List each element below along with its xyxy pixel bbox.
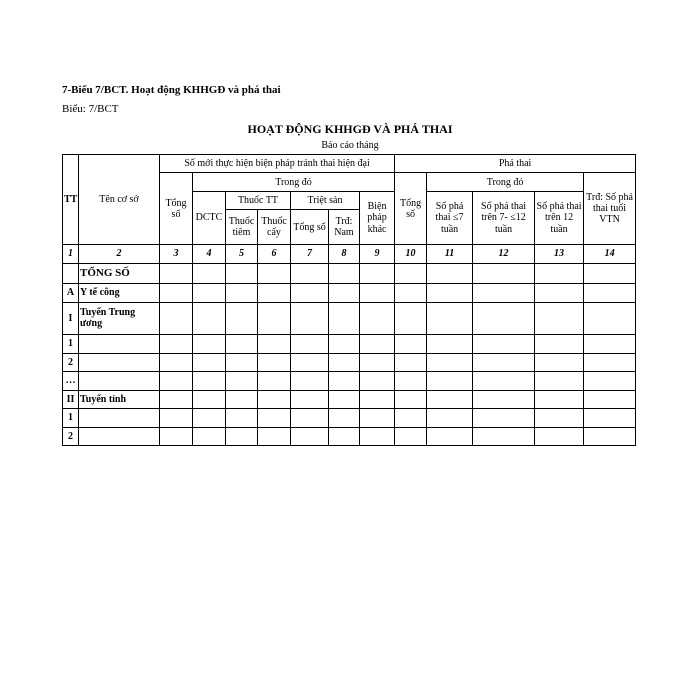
row-cell bbox=[329, 284, 360, 302]
report-table bbox=[62, 154, 636, 446]
header-tt: TT bbox=[63, 155, 79, 245]
row-cell bbox=[395, 353, 427, 371]
row-cell bbox=[584, 302, 636, 335]
row-cell bbox=[473, 335, 535, 353]
header-abortion-group: Phá thai bbox=[395, 155, 636, 173]
column-number: 2 bbox=[79, 245, 160, 263]
row-cell bbox=[535, 409, 584, 427]
row-cell bbox=[160, 409, 193, 427]
row-cell bbox=[329, 427, 360, 446]
row-cell bbox=[258, 302, 291, 335]
column-number: 4 bbox=[193, 245, 226, 263]
row-cell bbox=[473, 372, 535, 390]
header-abortion-gt12: Số phá thai trên 12 tuần bbox=[535, 191, 584, 244]
row-cell bbox=[226, 409, 258, 427]
row-cell bbox=[395, 284, 427, 302]
row-cell bbox=[360, 427, 395, 446]
row-cell bbox=[329, 372, 360, 390]
header-abortion-youth: Trđ: Số phá thai tuổi VTN bbox=[584, 173, 636, 245]
row-cell bbox=[226, 302, 258, 335]
row-cell bbox=[395, 390, 427, 408]
header-abortion-7-12: Số phá thai trên 7- ≤12 tuần bbox=[473, 191, 535, 244]
row-tt: 2 bbox=[63, 427, 79, 446]
header-implant: Thuốc cấy bbox=[258, 210, 291, 245]
row-cell bbox=[427, 390, 473, 408]
table-row bbox=[63, 409, 636, 427]
header-contraception-total: Tổng số bbox=[160, 173, 193, 245]
row-cell bbox=[291, 372, 329, 390]
column-number: 5 bbox=[226, 245, 258, 263]
row-cell bbox=[193, 372, 226, 390]
row-facility-name: Tuyến Trung ương bbox=[79, 302, 160, 335]
row-cell bbox=[329, 335, 360, 353]
column-number: 6 bbox=[258, 245, 291, 263]
row-cell bbox=[473, 302, 535, 335]
header-injection: Thuốc tiêm bbox=[226, 210, 258, 245]
row-cell bbox=[258, 284, 291, 302]
row-cell bbox=[535, 427, 584, 446]
row-cell bbox=[360, 353, 395, 371]
table-row bbox=[63, 372, 636, 390]
header-abortion-le7: Số phá thai ≤7 tuần bbox=[427, 191, 473, 244]
row-facility-name: Tuyến tỉnh bbox=[79, 390, 160, 408]
row-cell bbox=[535, 335, 584, 353]
row-cell bbox=[291, 427, 329, 446]
row-cell bbox=[535, 263, 584, 283]
row-cell bbox=[584, 390, 636, 408]
row-cell bbox=[226, 353, 258, 371]
row-cell bbox=[535, 372, 584, 390]
row-cell bbox=[291, 353, 329, 371]
header-contraception-group: Số mới thực hiện biện pháp tránh thai hiện đại bbox=[160, 155, 395, 173]
row-facility-name bbox=[79, 353, 160, 371]
row-cell bbox=[160, 390, 193, 408]
row-cell bbox=[193, 284, 226, 302]
row-facility-name: TỔNG SỐ bbox=[79, 263, 160, 283]
row-cell bbox=[535, 353, 584, 371]
header-sterilization: Triệt sản bbox=[291, 191, 360, 209]
row-tt: I bbox=[63, 302, 79, 335]
row-facility-name bbox=[79, 335, 160, 353]
row-cell bbox=[160, 284, 193, 302]
row-cell bbox=[329, 409, 360, 427]
column-number: 11 bbox=[427, 245, 473, 263]
table-row bbox=[63, 284, 636, 302]
row-cell bbox=[473, 263, 535, 283]
row-cell bbox=[360, 263, 395, 283]
row-cell bbox=[226, 263, 258, 283]
row-facility-name bbox=[79, 372, 160, 390]
header-sterilization-total: Tổng số bbox=[291, 210, 329, 245]
row-cell bbox=[291, 263, 329, 283]
row-cell bbox=[291, 335, 329, 353]
row-cell bbox=[427, 353, 473, 371]
row-cell bbox=[291, 390, 329, 408]
row-cell bbox=[258, 372, 291, 390]
row-cell bbox=[395, 409, 427, 427]
header-abortion-total: Tổng số bbox=[395, 173, 427, 245]
row-cell bbox=[584, 284, 636, 302]
row-cell bbox=[193, 390, 226, 408]
row-cell bbox=[258, 335, 291, 353]
row-cell bbox=[427, 263, 473, 283]
header-contraception-in-which: Trong đó bbox=[193, 173, 395, 191]
row-cell bbox=[160, 353, 193, 371]
row-cell bbox=[291, 409, 329, 427]
row-cell bbox=[395, 427, 427, 446]
row-cell bbox=[427, 284, 473, 302]
row-tt: … bbox=[63, 372, 79, 390]
row-cell bbox=[395, 372, 427, 390]
row-cell bbox=[226, 390, 258, 408]
row-cell bbox=[584, 372, 636, 390]
header-other-methods: Biện pháp khác bbox=[360, 191, 395, 244]
row-cell bbox=[160, 372, 193, 390]
row-cell bbox=[473, 427, 535, 446]
row-cell bbox=[584, 353, 636, 371]
row-facility-name bbox=[79, 409, 160, 427]
report-subtitle: Báo cáo tháng bbox=[321, 140, 379, 151]
row-cell bbox=[226, 284, 258, 302]
row-cell bbox=[226, 372, 258, 390]
row-cell bbox=[584, 263, 636, 283]
row-cell bbox=[360, 390, 395, 408]
row-cell bbox=[395, 302, 427, 335]
column-number: 8 bbox=[329, 245, 360, 263]
section-heading: 7-Biểu 7/BCT. Hoạt động KHHGĐ và phá thai bbox=[62, 84, 281, 96]
table-row bbox=[63, 390, 636, 408]
table-row bbox=[63, 335, 636, 353]
column-number-row bbox=[63, 245, 636, 263]
row-cell bbox=[193, 263, 226, 283]
column-number: 3 bbox=[160, 245, 193, 263]
header-contraceptive-pills: Thuốc TT bbox=[226, 191, 291, 209]
table-row bbox=[63, 353, 636, 371]
row-facility-name: Y tế công bbox=[79, 284, 160, 302]
row-facility-name bbox=[79, 427, 160, 446]
row-cell bbox=[427, 409, 473, 427]
row-cell bbox=[160, 263, 193, 283]
row-cell bbox=[329, 353, 360, 371]
row-tt: 2 bbox=[63, 353, 79, 371]
row-cell bbox=[226, 427, 258, 446]
row-cell bbox=[160, 302, 193, 335]
row-cell bbox=[160, 335, 193, 353]
row-tt: 1 bbox=[63, 409, 79, 427]
row-cell bbox=[258, 427, 291, 446]
row-cell bbox=[193, 409, 226, 427]
row-cell bbox=[360, 409, 395, 427]
table-row bbox=[63, 302, 636, 335]
column-number: 13 bbox=[535, 245, 584, 263]
report-title: HOẠT ĐỘNG KHHGĐ VÀ PHÁ THAI bbox=[247, 122, 453, 136]
row-cell bbox=[258, 263, 291, 283]
row-cell bbox=[193, 353, 226, 371]
header-iud: DCTC bbox=[193, 191, 226, 244]
row-cell bbox=[584, 427, 636, 446]
column-number: 1 bbox=[63, 245, 79, 263]
header-facility-name: Tên cơ sở bbox=[79, 155, 160, 245]
row-cell bbox=[329, 390, 360, 408]
column-number: 12 bbox=[473, 245, 535, 263]
row-tt: A bbox=[63, 284, 79, 302]
row-cell bbox=[535, 302, 584, 335]
row-tt: 1 bbox=[63, 335, 79, 353]
form-code: Biểu: 7/BCT bbox=[62, 103, 119, 115]
row-cell bbox=[193, 302, 226, 335]
row-cell bbox=[226, 335, 258, 353]
row-cell bbox=[535, 390, 584, 408]
row-cell bbox=[473, 390, 535, 408]
column-number: 14 bbox=[584, 245, 636, 263]
row-cell bbox=[360, 284, 395, 302]
row-cell bbox=[329, 263, 360, 283]
table-row bbox=[63, 263, 636, 283]
row-cell bbox=[258, 353, 291, 371]
row-tt bbox=[63, 263, 79, 283]
row-cell bbox=[258, 409, 291, 427]
row-tt: II bbox=[63, 390, 79, 408]
column-number: 9 bbox=[360, 245, 395, 263]
row-cell bbox=[535, 284, 584, 302]
row-cell bbox=[427, 372, 473, 390]
row-cell bbox=[473, 284, 535, 302]
row-cell bbox=[427, 427, 473, 446]
row-cell bbox=[427, 335, 473, 353]
table-row bbox=[63, 427, 636, 446]
row-cell bbox=[395, 335, 427, 353]
row-cell bbox=[160, 427, 193, 446]
row-cell bbox=[584, 335, 636, 353]
row-cell bbox=[360, 335, 395, 353]
row-cell bbox=[427, 302, 473, 335]
row-cell bbox=[360, 372, 395, 390]
row-cell bbox=[258, 390, 291, 408]
header-abortion-in-which: Trong đó bbox=[427, 173, 584, 191]
row-cell bbox=[193, 335, 226, 353]
row-cell bbox=[329, 302, 360, 335]
row-cell bbox=[473, 353, 535, 371]
row-cell bbox=[193, 427, 226, 446]
row-cell bbox=[360, 302, 395, 335]
row-cell bbox=[584, 409, 636, 427]
column-number: 10 bbox=[395, 245, 427, 263]
column-number: 7 bbox=[291, 245, 329, 263]
row-cell bbox=[473, 409, 535, 427]
row-cell bbox=[395, 263, 427, 283]
row-cell bbox=[291, 284, 329, 302]
header-sterilization-male: Trđ: Nam bbox=[329, 210, 360, 245]
row-cell bbox=[291, 302, 329, 335]
